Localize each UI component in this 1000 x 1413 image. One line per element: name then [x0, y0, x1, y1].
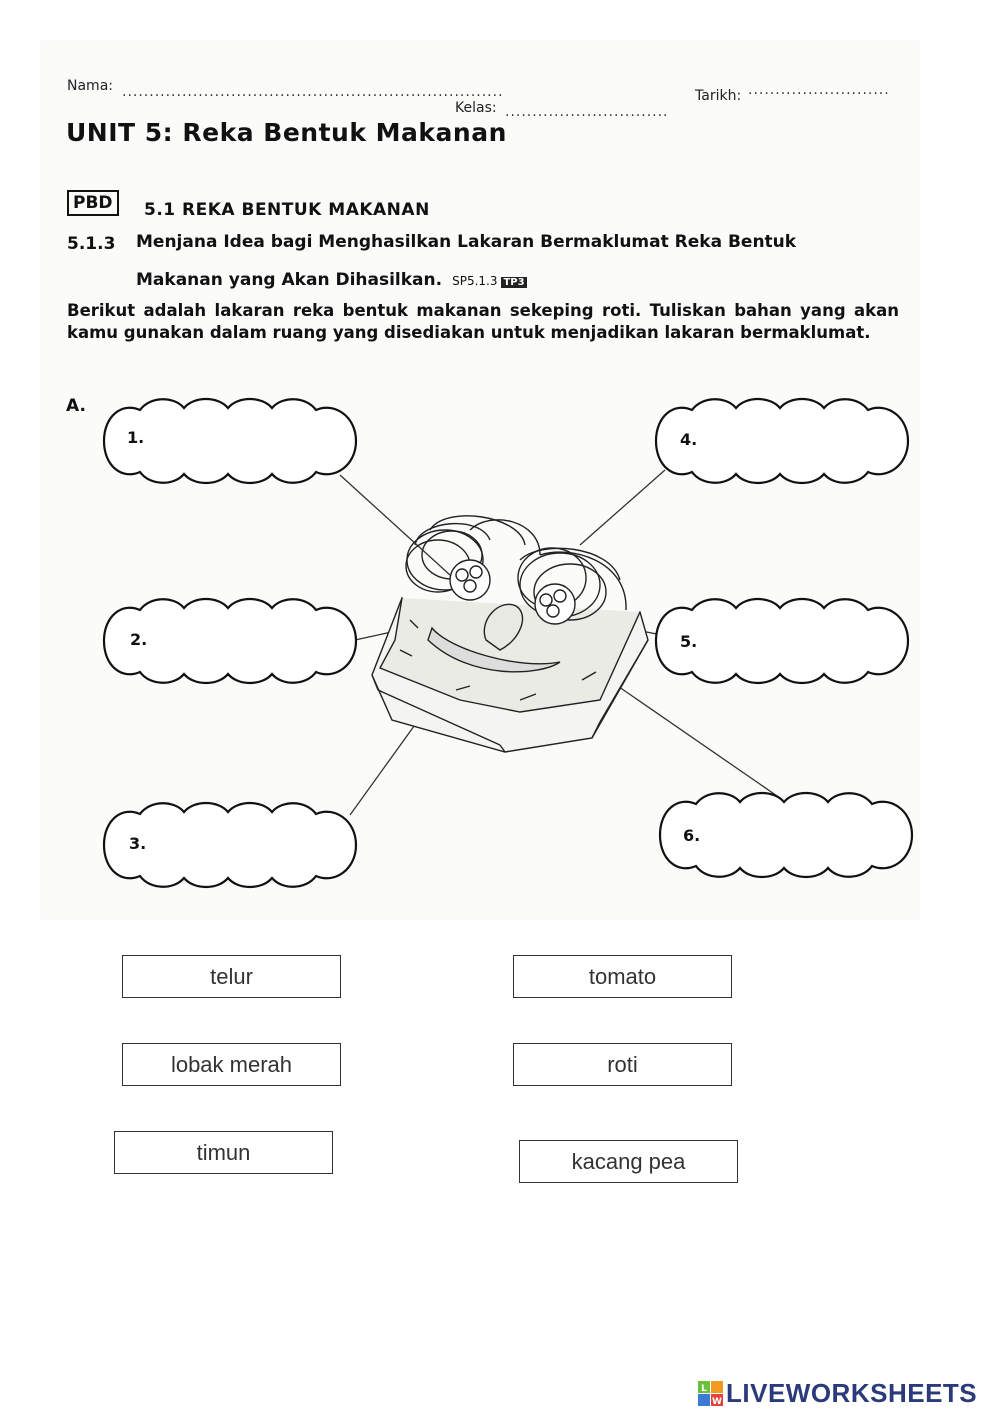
word-lobak-merah[interactable]: lobak merah	[122, 1043, 341, 1086]
cloud-number-2: 2.	[130, 630, 148, 649]
objective-number: 5.1.3	[67, 234, 116, 254]
pbd-badge: PBD	[67, 190, 119, 216]
logo-letter-w: W	[712, 1396, 722, 1407]
word-telur[interactable]: telur	[122, 955, 341, 998]
cloud-number-3: 3.	[129, 834, 147, 853]
nama-dots: ......................................................................	[122, 84, 504, 100]
liveworksheets-logo-icon	[698, 1381, 724, 1407]
cloud-number-5: 5.	[680, 632, 698, 651]
word-tomato[interactable]: tomato	[513, 955, 732, 998]
instruction-text: Berikut adalah lakaran reka bentuk makanan sekeping roti. Tuliskan bahan yang akan kamu gunakan dalam ruang yang disediakan untuk menjadikan lakaran bermaklumat.	[67, 301, 899, 342]
liveworksheets-brand[interactable]	[698, 1378, 977, 1409]
kelas-label: Kelas:	[455, 100, 497, 116]
logo-letter-l: L	[701, 1383, 707, 1394]
cloud-number-4: 4.	[680, 430, 698, 449]
section-title: 5.1 REKA BENTUK MAKANAN	[144, 200, 430, 220]
tp-badge: TP3	[503, 277, 525, 288]
brand-text: LIVEWORKSHEETS	[726, 1378, 978, 1408]
objective-code: SP5.1.3	[452, 274, 498, 288]
word-timun[interactable]: timun	[114, 1131, 333, 1174]
part-label: A.	[66, 396, 86, 416]
sandwich-illustration	[372, 516, 648, 752]
connector-4	[580, 470, 665, 545]
word-kacang-pea[interactable]: kacang pea	[519, 1140, 738, 1183]
objective-line2: Makanan yang Akan Dihasilkan.	[136, 270, 443, 290]
unit-title: UNIT 5: Reka Bentuk Makanan	[66, 118, 507, 147]
cloud-number-1: 1.	[127, 428, 145, 447]
tarikh-label: Tarikh:	[695, 88, 742, 104]
cloud-number-6: 6.	[683, 826, 701, 845]
nama-label: Nama:	[67, 78, 113, 94]
kelas-dots: ..............................	[505, 104, 669, 120]
objective-line1: Menjana Idea bagi Menghasilkan Lakaran Bermaklumat Reka Bentuk	[136, 232, 797, 252]
word-roti[interactable]: roti	[513, 1043, 732, 1086]
tarikh-dots: ..........................	[748, 82, 890, 98]
